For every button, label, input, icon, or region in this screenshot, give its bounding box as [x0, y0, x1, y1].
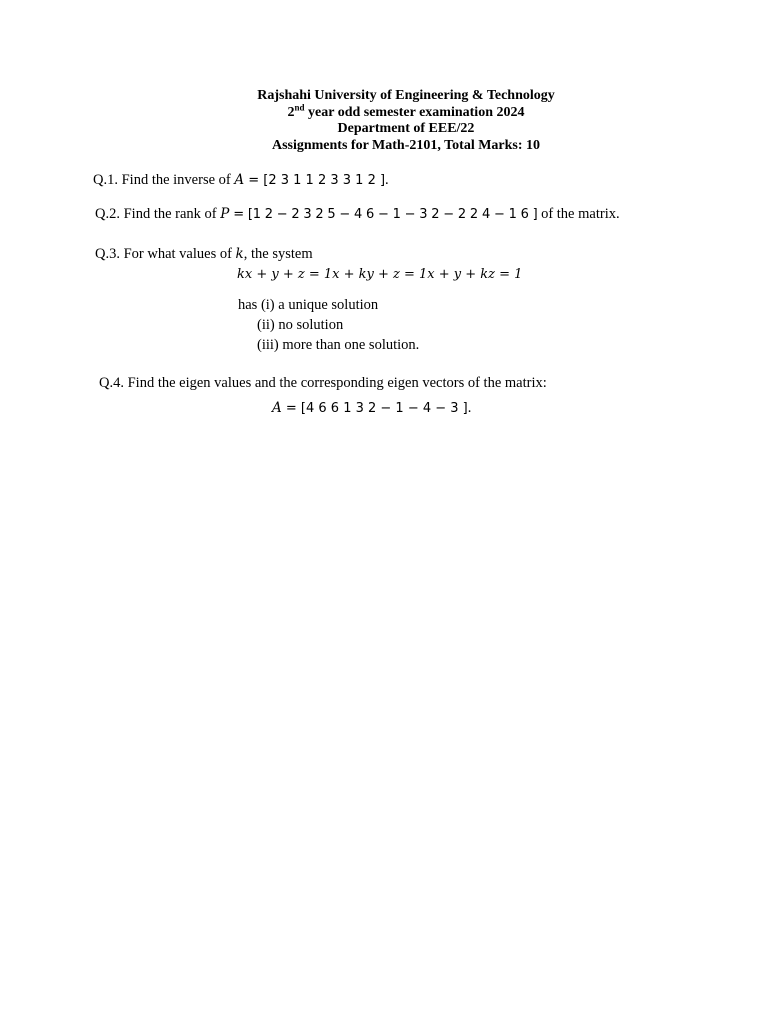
q3-var: k	[235, 246, 244, 262]
q1-var: A	[234, 172, 245, 188]
q4-suffix: .	[467, 400, 472, 416]
q1-text: Q.1. Find the inverse of	[93, 172, 235, 188]
q4-var: A	[272, 400, 282, 416]
q1-matrix: = [2 3 1 1 2 3 3 1 2 ]	[244, 173, 386, 188]
question-3	[95, 245, 313, 263]
q2-suffix: of the matrix.	[537, 206, 620, 222]
q2-text: Q.2. Find the rank of	[95, 206, 221, 222]
question-4: Q.4. Find the eigen values and the corresponding eigen vectors of the matrix:	[99, 375, 547, 391]
q4-matrix: = [4 6 6 1 3 2 − 1 − 4 − 3 ]	[281, 401, 468, 416]
exam-title	[0, 101, 768, 122]
q4-matrix-line	[272, 399, 471, 418]
university-name: Rajshahi University of Engineering & Technology	[257, 88, 555, 103]
document-header	[0, 88, 768, 154]
q2-var: P	[220, 206, 230, 222]
q2-matrix: = [1 2 − 2 3 2 5 − 4 6 − 1 − 3 2 − 2 2 4 − 1 6 ]	[229, 207, 538, 222]
assignment-title: Assignments for Math-2101, Total Marks: 10	[271, 137, 541, 153]
q3-text: Q.3. For what values of	[95, 246, 236, 262]
q3-equation-text: kx + y + z = 1x + ky + z = 1x + y + kz = 1	[237, 267, 523, 282]
q3-option-3: (iii) more than one solution.	[257, 337, 420, 353]
department-name: Department of EEE/22	[337, 121, 475, 136]
exam-ordinal-suffix: nd	[294, 101, 305, 112]
exam-ordinal: 2	[287, 104, 295, 120]
q3-option-1: has (i) a unique solution	[238, 297, 379, 313]
question-1	[93, 171, 389, 190]
q3-suffix: , the system	[243, 246, 313, 262]
exam-title-rest: year odd semester examination 2024	[304, 104, 525, 120]
q3-option-2: (ii) no solution	[257, 317, 344, 333]
question-2	[95, 205, 620, 224]
q3-equation	[237, 265, 522, 284]
q1-suffix: .	[385, 172, 389, 188]
